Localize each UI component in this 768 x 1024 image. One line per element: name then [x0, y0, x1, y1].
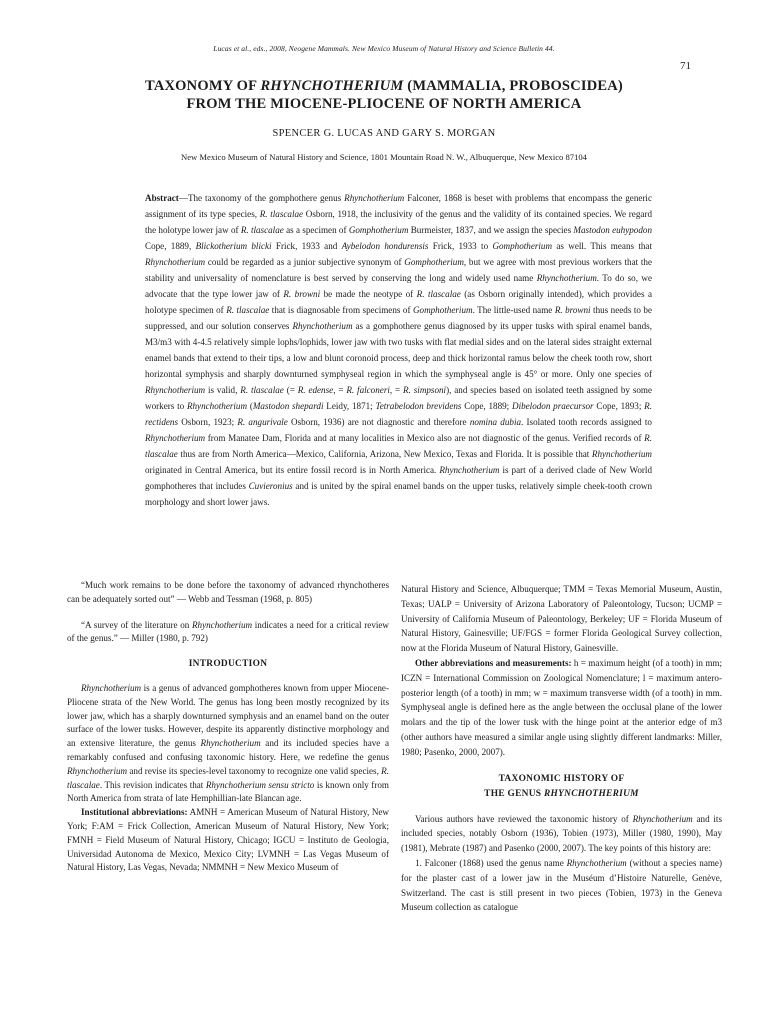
- abstract-text: Frick, 1933 and: [271, 241, 342, 251]
- taxon-name: Rhynchotherium: [145, 385, 206, 395]
- taxon-name: RHYNCHOTHERIUM: [543, 788, 639, 799]
- taxon-name: Rhynchotherium: [536, 273, 597, 283]
- taxon-name: Blickotherium blicki: [195, 241, 272, 251]
- taxon-name: R. tlascalae: [226, 305, 270, 315]
- taxon-name: R. tlascalae: [240, 225, 284, 235]
- taxon-name: Rhynchotherium: [344, 193, 405, 203]
- abstract-text: Osborn, 1918, the inclusivity of the genus and the validity of its contained species. We regard the holotype lower jaw of: [145, 209, 653, 235]
- abstract-text: —The taxonomy of the gomphothere genus: [178, 193, 345, 203]
- taxon-name: R. tlascalae: [240, 385, 284, 395]
- epigraph-text: indicates a need for a critical review of the genus.” — Miller (1980, p. 792): [67, 619, 389, 644]
- abstract-text: . The little-used name: [472, 305, 555, 315]
- abstract-text: is part of a derived clade of New World gomphotheres that includes: [145, 465, 652, 491]
- abstract-text: as well. This means that: [552, 241, 652, 251]
- abstract-text: and is united by the spiral enamel bands on the upper tusks, relatively simple cheek-tooth crown morphology and short lower jaws.: [145, 481, 652, 507]
- taxon-name: Rhynchotherium: [67, 765, 128, 776]
- history-paragraph: [401, 812, 722, 856]
- taxon-name: Rhynchotherium: [292, 321, 353, 331]
- taxon-name: R. browni: [554, 305, 591, 315]
- body-text: is known only from North America from strata of late Hemphillian-late Blancan age.: [67, 779, 389, 804]
- abstract-text: Falconer, 1868 is beset with problems that encompass the generic assignment of its type species,: [145, 193, 652, 219]
- abstract-text: is valid,: [205, 385, 241, 395]
- abstract-text: that is diagnosable from specimens of: [269, 305, 413, 315]
- taxon-name: R. rectidens: [145, 401, 652, 427]
- abstract-text: (as Osborn originally intended), which provides a holotype specimen of: [145, 289, 653, 315]
- epigraph-webb-tessman: “Much work remains to be done before the taxonomy of advanced rhynchotheres can be adequately sorted out” — Webb and Tessman (1968, p. 805): [67, 580, 389, 604]
- body-text: Various authors have reviewed the taxonomic history of: [415, 813, 633, 824]
- running-citation: Lucas et al., eds., 2008, Neogene Mammals. New Mexico Museum of Natural History and Science Bulletin 44.: [213, 44, 555, 53]
- left-column: [67, 579, 389, 875]
- section-heading-introduction: INTRODUCTION: [188, 659, 268, 670]
- taxon-name: R. tlascalae: [416, 289, 461, 299]
- taxon-name: Aybelodon hondurensis: [341, 241, 429, 251]
- abstract-text: , but we agree with most previous workers that the stability and universality of nomenclature is best served by conserving the long and widely used name: [145, 257, 652, 283]
- taxon-name: Rhynchotherium: [632, 813, 693, 824]
- abstract-text: ), and species based on isolated teeth assigned by some workers to: [145, 385, 653, 411]
- abstract-text: , =: [333, 385, 347, 395]
- title-line1-pre: TAXONOMY OF: [145, 78, 261, 94]
- epigraph-miller: [67, 619, 389, 647]
- abstract-text: Osborn, 1923;: [178, 417, 238, 427]
- intro-paragraph: [67, 682, 389, 806]
- taxon-name: R. tlascalae: [67, 765, 389, 790]
- paragraph-label: Institutional abbreviations:: [81, 807, 188, 818]
- taxon-name: Gomphotherium: [404, 257, 464, 267]
- taxon-name: Rhynchotherium: [145, 257, 206, 267]
- institutional-abbreviations: [67, 806, 389, 875]
- abstract-text: . To do so, we advocate that the type lower jaw of: [145, 273, 653, 299]
- abstract-text: as a specimen of: [283, 225, 349, 235]
- taxon-name: R. simpsoni: [403, 385, 447, 395]
- taxon-name: Rhynchotherium: [566, 857, 627, 868]
- abstract-text: , =: [389, 385, 404, 395]
- taxon-name: Gomphotherium: [412, 305, 473, 315]
- latin-term: nomina dubia: [469, 417, 522, 427]
- abstract-text: from Manatee Dam, Florida and at many localities in Mexico also are not diagnostic of the genus. Verified records of: [205, 433, 645, 443]
- page-number: 71: [680, 60, 691, 72]
- abstract-text: originated in Central America, but its entire fossil record is in North America.: [145, 465, 440, 475]
- abstract-text: be made the neotype of: [320, 289, 417, 299]
- title-genus: RHYNCHOTHERIUM: [260, 78, 404, 94]
- taxon-name: Tetrabelodon brevidens: [375, 401, 462, 411]
- taxon-name: R. tlascalae: [259, 209, 304, 219]
- taxon-name: Gomphotherium: [348, 225, 409, 235]
- taxon-name: R. angurivale: [237, 417, 288, 427]
- paragraph-label: Other abbreviations and measurements:: [415, 657, 572, 668]
- abstract-text: as a gomphothere genus diagnosed by its upper tusks with spiral enamel bands, M3/m3 with 4-4.5 relatively simple lophs/lophids, lower jaw with two tusks with flat medial sides and on the lateral sides straight external enamel bands that extend to their tips, a low and blunt coronoid process, deep and thick horizontal ramus below the cheek tooth row, short horizontal symphysis and sharply downturned symphyseal region in which the symphyseal angle is 45° or more. Only one species of: [145, 321, 652, 379]
- body-text: h = maximum height (of a tooth) in mm; ICZN = International Commission on Zoological Nomenclature; l = maximum antero-posterior length (of a tooth) in mm; w = maximum transverse width (of a tooth) in mm. Symphyseal angle is defined here as the angle between the occlusal plane of the lower molars and the tip of the lower tusk with the hinge point at the anterior edge of m3 (other authors have measured a similar angle using slightly different landmarks: Miller, 1980; Pasenko, 2000, 2007).: [401, 657, 722, 757]
- taxon-name: R. tlascalae: [145, 433, 652, 459]
- abstract-text: Burmeister, 1837, and we assign the species: [408, 225, 574, 235]
- history-item-1: [401, 856, 722, 915]
- abstract-text: (=: [283, 385, 298, 395]
- taxon-name: Mastodon euhypodon: [573, 225, 652, 235]
- heading-text: THE GENUS: [484, 788, 544, 799]
- taxon-name: Rhynchotherium: [200, 738, 261, 749]
- abstract-text: Cope, 1889,: [145, 241, 196, 251]
- taxon-name: Rhynchotherium: [192, 619, 253, 630]
- taxon-name: Cuvieronius: [248, 481, 293, 491]
- body-text: and its included species, notably Osborn (1936), Tobien (1973), Miller (1980, 1990), May (1981), Mebrate (1987) and Pasenko (2000, 2007). The key points of this history are:: [401, 813, 722, 854]
- taxon-name: R. falconeri: [346, 385, 390, 395]
- taxon-name: Rhynchotherium: [591, 449, 652, 459]
- abstract-text: Leidy, 1871;: [323, 401, 376, 411]
- abstract-label: Abstract: [145, 193, 179, 203]
- taxon-name: R. browni: [283, 289, 321, 299]
- abbreviations-continuation: Natural History and Science, Albuquerque; TMM = Texas Memorial Museum, Austin, Texas; UALP = University of Arizona Laboratory of Paleontology, Tucson; UCMP = University of California Museum of Paleontology, Berkeley; UF = Florida Museum of Natural History, Gainesville; UF/FGS = former Florida Geological Survey collection, now at the Florida Museum of Natural History, Gainesville.: [401, 584, 722, 654]
- abstract-text: . Isolated tooth records assigned to: [521, 417, 652, 427]
- other-abbreviations: [401, 656, 722, 760]
- section-heading-taxonomic-history: TAXONOMIC HISTORY OF: [498, 773, 625, 784]
- body-text: 1. Falconer (1868) used the genus name: [415, 857, 567, 868]
- abstract-text: thus needs to be suppressed, and our solution conserves: [145, 305, 652, 331]
- abstract-text: Frick, 1933 to: [428, 241, 493, 251]
- taxon-name: Rhynchotherium: [186, 401, 248, 411]
- title-line2: FROM THE MIOCENE-PLIOCENE OF NORTH AMERICA: [186, 96, 582, 112]
- abstract-text: could be regarded as a junior subjective synonym of: [205, 257, 405, 267]
- body-text: (without a species name) for the plaster cast of a lower jaw in the Muséum d’Histoire Naturelle, Genève, Switzerland. The cast is still present in two pieces (Tobien, 1973) in the Geneva Museum collection as catalogue: [401, 857, 722, 913]
- body-text: and revise its species-level taxonomy to recognize one valid species,: [127, 765, 382, 776]
- abstract-text: Cope, 1893;: [593, 401, 645, 411]
- right-column: [401, 582, 722, 915]
- abstract-text: (: [247, 401, 253, 411]
- body-text: and its included species have a remarkably confused and confusing taxonomic history. Here, we redefine the genus: [67, 738, 389, 762]
- taxon-name: Gomphotherium: [492, 241, 553, 251]
- abstract-text: thus are from North America—Mexico, California, Arizona, New Mexico, Texas and Florida. It is possible that: [177, 449, 592, 459]
- taxon-name: Rhynchotherium: [81, 682, 142, 693]
- taxon-name: Rhynchotherium sensu stricto: [205, 779, 315, 790]
- article-title: [60, 77, 708, 113]
- taxon-name: Mastodon shepardi: [252, 401, 324, 411]
- author-list: SPENCER G. LUCAS AND GARY S. MORGAN: [272, 128, 496, 139]
- body-text: is a genus of advanced gomphotheres known from upper Miocene-Pliocene strata of the New World. The genus has long been mostly recognized by its lower jaw, which has a sharply downturned symphysis and an enamel band on the outer surface of the lower tusks. However, despite its apparently distinctive morphology and an extensive literature, the genus: [67, 682, 389, 749]
- taxon-name: Dibelodon praecursor: [512, 401, 594, 411]
- body-text: . This revision indicates that: [99, 779, 206, 790]
- section-heading-genus: [401, 787, 722, 802]
- taxon-name: R. edense: [297, 385, 334, 395]
- title-line1-post: (MAMMALIA, PROBOSCIDEA): [403, 78, 623, 94]
- abstract-text: Cope, 1889;: [461, 401, 512, 411]
- epigraph-text: “A survey of the literature on: [81, 619, 192, 630]
- taxon-name: Rhynchotherium: [439, 465, 500, 475]
- abstract-text: Osborn, 1936) are not diagnostic and therefore: [287, 417, 470, 427]
- abstract: [145, 190, 652, 510]
- body-text: AMNH = American Museum of Natural History, New York; F:AM = Frick Collection, American Museum of Natural History, New York; FMNH = Field Museum of Natural History, Chicago; IGCU = Instituto de Geologia, Universidad Autonoma de Mexico, Mexico City; LVMNH = Las Vegas Museum of Natural History, Las Vegas, Nevada; NMMNH = New Mexico Museum of: [67, 807, 389, 873]
- author-affiliation: New Mexico Museum of Natural History and Science, 1801 Mountain Road N. W., Albuquerque, New Mexico 87104: [181, 152, 587, 162]
- taxon-name: Rhynchotherium: [145, 433, 206, 443]
